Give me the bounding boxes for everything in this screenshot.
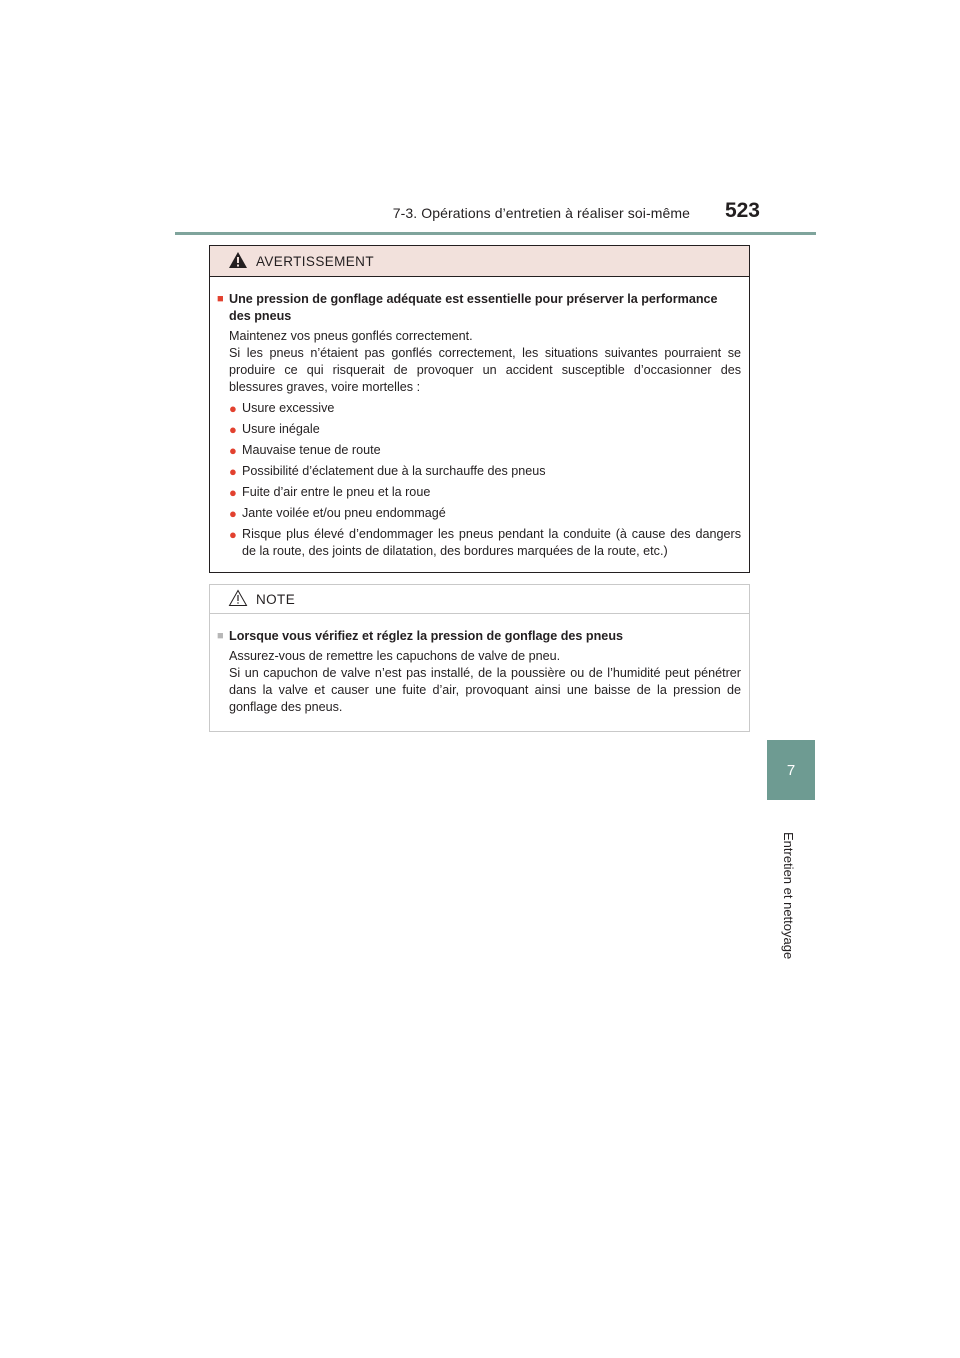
warning-bullet-list (229, 400, 741, 560)
note-paragraph: Si un capuchon de valve n’est pas installé, de la poussière ou de l’humidité peut pénétrer dans la valve et causer une fuite d’air, provoquant ainsi une baisse de la pression de gonflage des pneus. (229, 666, 741, 714)
note-heading (217, 628, 741, 645)
warning-heading (217, 291, 741, 325)
note-paragraph: Assurez-vous de remettre les capuchons de valve de pneu. (229, 649, 561, 663)
warning-triangle-icon (228, 251, 248, 271)
note-title: NOTE (256, 591, 296, 607)
list-item: ● Risque plus élevé d’endommager les pneus pendant la conduite (à cause des dangers de la route, des joints de dilatation, des bordures marquées de la route, etc.) (229, 527, 741, 558)
note-box (209, 584, 750, 732)
warning-paragraph: Maintenez vos pneus gonflés correctement. (229, 329, 473, 343)
note-heading-text: Lorsque vous vérifiez et réglez la pression de gonflage des pneus (229, 629, 624, 643)
caution-triangle-icon (228, 589, 248, 609)
chapter-number: 7 (786, 761, 796, 779)
list-item: ● Fuite d’air entre le pneu et la roue (229, 485, 431, 500)
warning-paragraph: Si les pneus n’étaient pas gonflés correctement, les situations suivantes pourraient se produire ce qui risquerait de provoquer un accident susceptible d’occasionner des blessures graves, voire mortelles : (229, 346, 741, 394)
list-item: ● Usure inégale (229, 422, 320, 437)
list-item: ● Mauvaise tenue de route (229, 443, 381, 458)
round-bullet-icon: ● (229, 422, 237, 437)
square-bullet-icon: ■ (217, 630, 224, 642)
list-item: ● Jante voilée et/ou pneu endommagé (229, 506, 446, 521)
list-item: ● Possibilité d’éclatement due à la surchauffe des pneus (229, 464, 546, 479)
warning-heading-text: Une pression de gonflage adéquate est essentielle pour préserver la performance des pneus (229, 292, 718, 323)
round-bullet-icon: ● (229, 485, 237, 500)
round-bullet-icon: ● (229, 506, 237, 521)
warning-title: AVERTISSEMENT (256, 253, 374, 269)
list-item: ● Usure excessive (229, 401, 335, 416)
chapter-tab (767, 740, 815, 800)
page-number: 523 (724, 199, 760, 222)
round-bullet-icon: ● (229, 527, 237, 542)
section-title: 7-3. Opérations d’entretien à réaliser soi-même (392, 205, 690, 221)
note-header (210, 585, 749, 614)
note-body (210, 614, 749, 716)
warning-box (209, 245, 750, 573)
round-bullet-icon: ● (229, 401, 237, 416)
square-bullet-icon: ■ (217, 293, 224, 305)
round-bullet-icon: ● (229, 443, 237, 458)
chapter-label: Entretien et nettoyage (781, 832, 796, 960)
warning-body (210, 277, 749, 560)
warning-header (210, 246, 749, 277)
header-divider (175, 232, 816, 235)
round-bullet-icon: ● (229, 464, 237, 479)
